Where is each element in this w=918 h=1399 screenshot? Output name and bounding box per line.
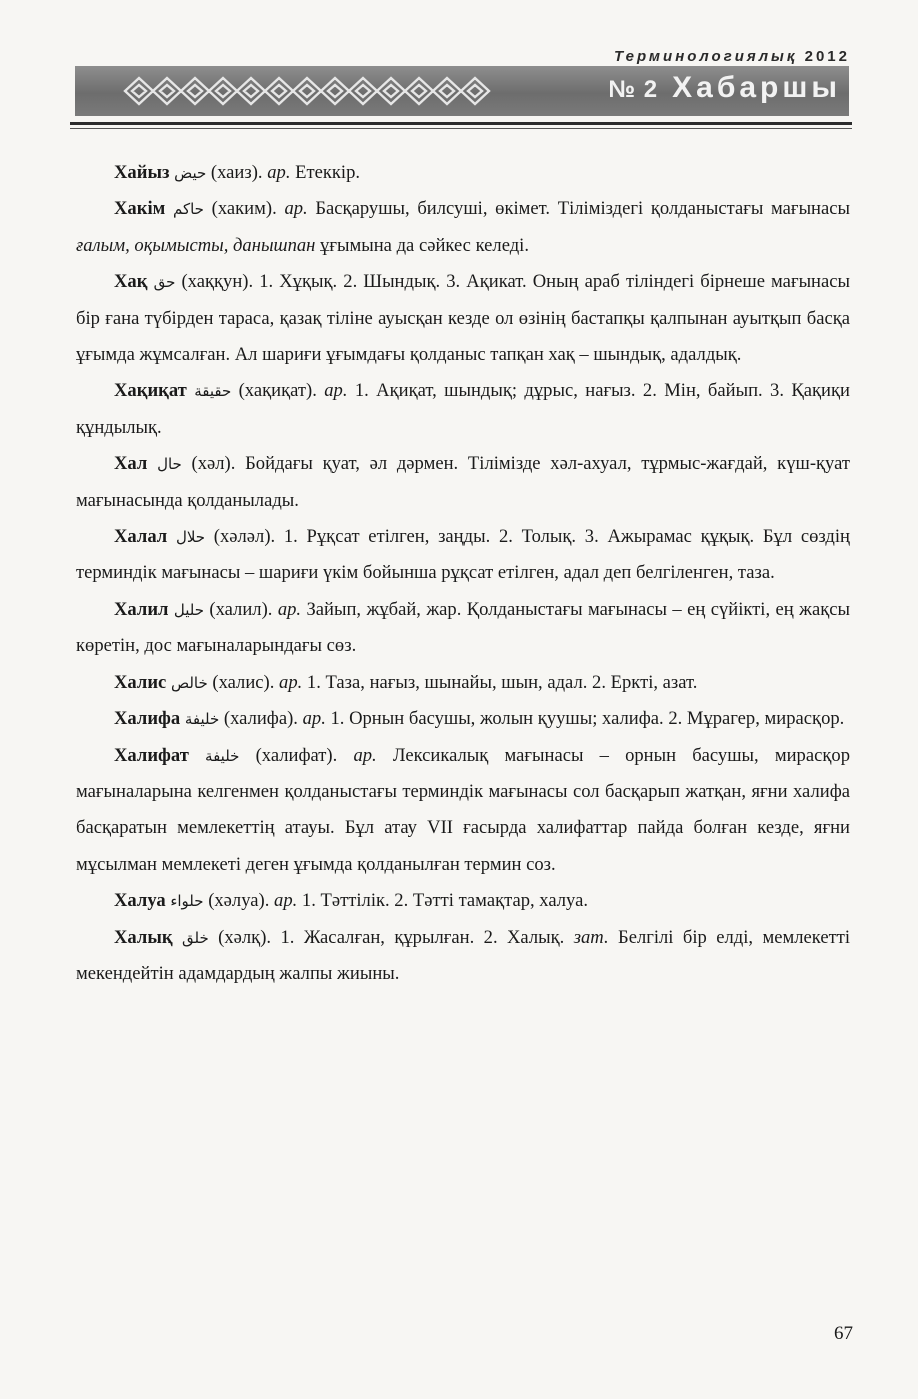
entry-headword: Хал (114, 453, 148, 475)
entry-text: (халифа). (219, 708, 303, 730)
entry-headword: Халис (114, 671, 167, 693)
dictionary-entry (76, 155, 850, 191)
entry-text: (халис). (207, 671, 280, 693)
issue-title (608, 71, 841, 105)
dictionary-entries (76, 155, 850, 992)
dictionary-entry (76, 191, 850, 264)
entry-arabic-word: حليل (173, 600, 204, 619)
entry-arabic-word: حال (157, 455, 182, 474)
page-header (0, 0, 918, 140)
entry-text: Басқарушы, билсуші, өкімет. Тіліміздегі қолданыстағы мағынасы (307, 198, 851, 220)
entry-headword: Халифат (114, 744, 189, 766)
entry-text: Белгілі бір елді, мемлекетті мекендейтін адамдардың жалпы жиыны. (76, 926, 850, 984)
journal-year: 2012 (804, 48, 850, 65)
entry-italic-text: ғалым, оқымысты, данышпан (76, 234, 316, 256)
entry-headword: Хакім (114, 198, 166, 220)
entry-text: 1. Таза, нағыз, шынайы, шын, адал. 2. Еркті, азат. (302, 671, 698, 693)
entry-italic-text: ар. (277, 598, 302, 620)
entry-text: (халил). (204, 598, 278, 620)
entry-italic-text: ар. (284, 198, 308, 220)
entry-arabic-word: حاكم (172, 200, 204, 219)
entry-italic-text: ар. (353, 744, 377, 766)
entry-italic-text: ар. (279, 671, 303, 693)
entry-headword: Хайыз (114, 162, 170, 183)
entry-text: (хәләл). 1. Рұқсат етілген, заңды. 2. Толық. 3. Ажырамас құқық. Бұл сөздің терминдік мағынасы – шариғи үкім бойынша рұқсат етілген, адал деп белгіленген, таза. (76, 526, 850, 584)
entry-headword: Халуа (114, 890, 166, 912)
entry-text: (халифат). (239, 744, 354, 766)
entry-headword: Хақ (114, 271, 148, 293)
header-rule-thick (70, 122, 852, 125)
entry-text: Етеккір. (290, 162, 361, 183)
entry-text: (хаққун). 1. Хұқық. 2. Шындық. 3. Ақикат. Оның араб тіліндегі бірнеше мағынасы бір ғана түбірден тараса, қазақ тіліне ауысқан кезде ол өзінің бастапқы қалпынан ауытқып басқа ұғымда жұмсалған. Ал шариғи ұғымдағы қолданыс тапқан хақ – шындық, адалдық. (76, 271, 851, 366)
dictionary-entry (76, 738, 850, 884)
entry-text: 1. Орнын басушы, жолын қуушы; халифа. 2. Мұрагер, мирасқор. (325, 708, 845, 730)
header-banner (75, 66, 849, 116)
journal-title: Терминологиялық (614, 48, 798, 65)
ornament-pattern-icon (123, 74, 503, 108)
issue-number: № 2 (608, 76, 659, 103)
dictionary-entry (76, 920, 850, 993)
entry-arabic-word: خالص (170, 673, 208, 692)
entry-text: 1. Ақиқат, шындық; дұрыс, нағыз. 2. Мін, байып. 3. Қақиқи құндылық. (76, 380, 850, 438)
journal-line (614, 48, 850, 65)
page-number: 67 (834, 1323, 853, 1344)
entry-headword: Хақиқат (114, 380, 187, 402)
entry-headword: Халифа (114, 708, 181, 730)
dictionary-entry (76, 519, 850, 592)
entry-arabic-word: خليفة (205, 746, 240, 765)
dictionary-entry (76, 592, 850, 665)
entry-arabic-word: خلق (181, 928, 209, 947)
entry-text: (хаким). (203, 198, 285, 220)
entry-headword: Халил (114, 598, 169, 620)
entry-text: (хәлқ). 1. Жасалған, құрылған. 2. Халық. (208, 926, 574, 948)
entry-text: Зайып, жұбай, жар. Қолданыстағы мағынасы – ең сүйікті, ең жақсы көретін, дос мағыналарындағы сөз. (76, 598, 850, 657)
entry-arabic-word: حلواء (170, 892, 204, 911)
entry-headword: Халық (114, 926, 173, 948)
entry-text: (хаиз). (206, 162, 268, 183)
entry-italic-text: ар. (302, 708, 326, 730)
dictionary-entry (76, 701, 850, 737)
entry-text: Лексикалық мағынасы – орнын басушы, мирасқор мағыналарына келгенмен қолданыстағы терминдік мағынасы сол басқарып жатқан, яғни халифа басқаратын мемлекеттің атауы. Бұл атау VII ғасырда халифаттар пайда болған кезде, яғни мұсылман мемлекеті деген ұғымда қолданылған термин соз. (76, 744, 850, 875)
entry-text: (хәл). Бойдағы қуат, әл дәрмен. Тілімізде хәл-ахуал, тұрмыс-жағдай, күш-қуат мағынасында қолданылады. (76, 453, 850, 511)
entry-arabic-word: حيض (174, 164, 207, 182)
bulletin-title: Хабаршы (672, 71, 841, 104)
entry-arabic-word: حقيقة (194, 382, 232, 401)
entry-text: 1. Тәттілік. 2. Тәтті тамақтар, халуа. (297, 890, 589, 912)
dictionary-entry (76, 665, 850, 701)
entry-text: (хәлуа). (203, 890, 275, 912)
entry-text: (хақиқат). (231, 380, 325, 402)
entry-arabic-word: خليفة (184, 710, 220, 729)
entry-italic-text: зат. (573, 926, 609, 948)
entry-italic-text: ар. (324, 380, 348, 402)
entry-arabic-word: حلال (175, 528, 206, 547)
dictionary-entry (76, 883, 850, 919)
dictionary-entry (76, 264, 850, 373)
dictionary-entry (76, 373, 850, 446)
entry-italic-text: ар. (267, 162, 291, 183)
entry-headword: Халал (114, 526, 168, 548)
entry-italic-text: ар. (274, 890, 298, 912)
header-rule-thin (70, 128, 852, 129)
entry-text: ұғымына да сәйкес келеді. (315, 234, 529, 256)
dictionary-entry (76, 446, 850, 519)
entry-arabic-word: حق (153, 273, 176, 292)
